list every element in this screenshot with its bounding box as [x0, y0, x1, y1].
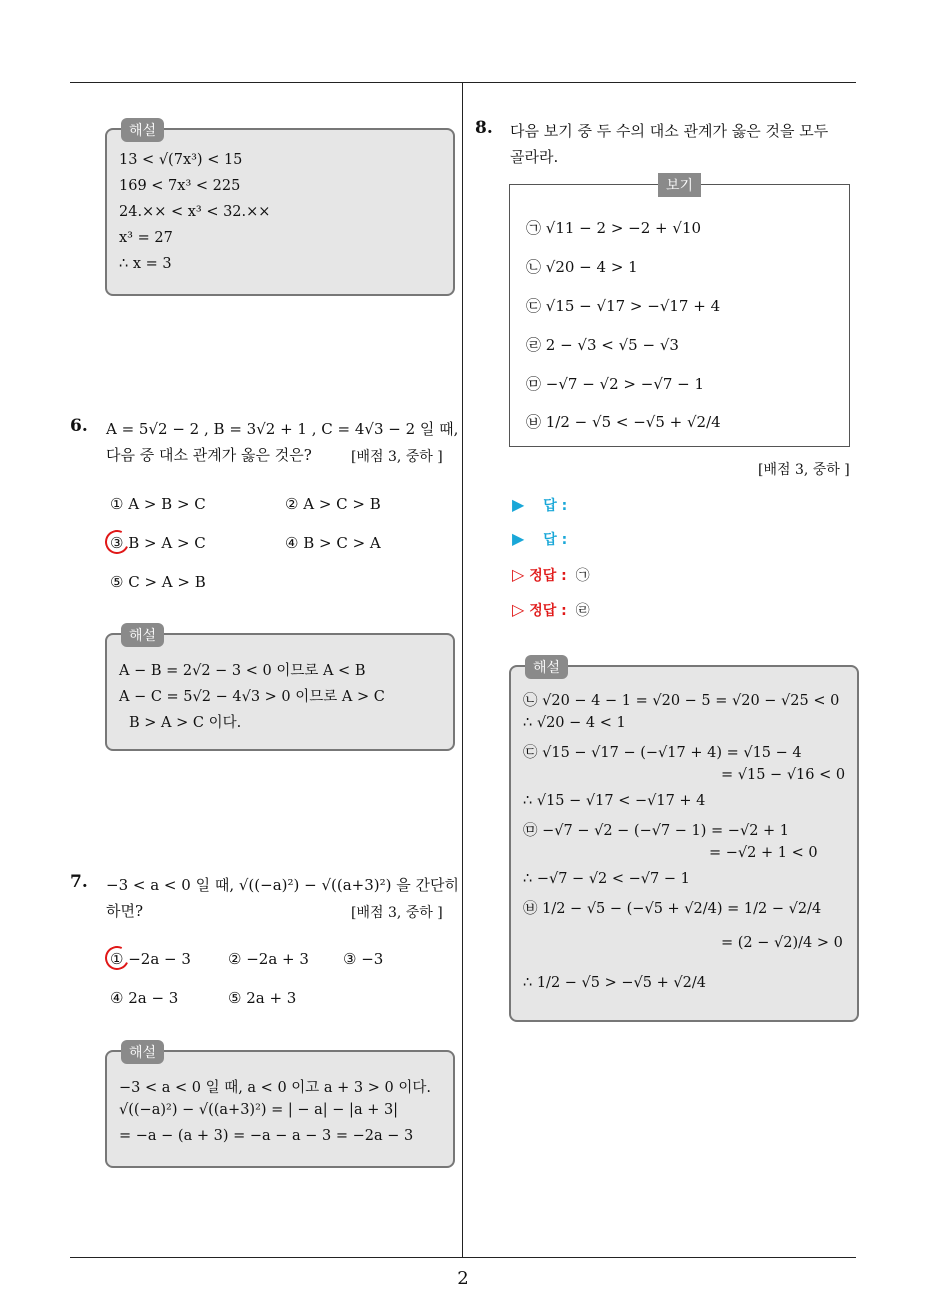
- solution-line: ㉥ 1/2 − √5 − (−√5 + √2/4) = 1/2 − √2/4: [523, 901, 822, 917]
- q7-choice-5[interactable]: ⑤ 2a + 3: [228, 989, 297, 1007]
- q7-choice-2[interactable]: ② −2a + 3: [228, 950, 309, 968]
- correct-label: 정답 :: [529, 568, 567, 584]
- solution-line: ㉤ −√7 − √2 − (−√7 − 1) = −√2 + 1: [523, 823, 790, 839]
- solution-line: = −√2 + 1 < 0: [709, 845, 818, 861]
- view-tag: 보기: [658, 173, 701, 197]
- solution-line: = −a − (a + 3) = −a − a − 3 = −2a − 3: [119, 1128, 414, 1144]
- q8-answer-row-2[interactable]: [512, 529, 567, 549]
- q6-solution-box: [105, 628, 455, 751]
- view-item: ㉣ 2 − √3 < √5 − √3: [526, 336, 679, 354]
- correct-value: ㉠: [575, 568, 590, 584]
- solution-tag: 해설: [121, 1040, 164, 1064]
- solution-line: ∴ −√7 − √2 < −√7 − 1: [523, 871, 690, 887]
- answer-label: 답 :: [543, 532, 568, 548]
- solution-line: ㉡ √20 − 4 − 1 = √20 − 5 = √20 − √25 < 0: [523, 693, 840, 709]
- view-item: ㉢ √15 − √17 > −√17 + 4: [526, 297, 721, 315]
- solution-line: ∴ x = 3: [119, 256, 172, 272]
- solution-line: ㉢ √15 − √17 − (−√17 + 4) = √15 − 4: [523, 745, 802, 761]
- solution-tag: 해설: [121, 623, 164, 647]
- solution-line: ∴ √15 − √17 < −√17 + 4: [523, 793, 706, 809]
- q8-answer-row-1[interactable]: [512, 495, 567, 515]
- bottom-rule: [70, 1257, 856, 1258]
- q6-choice-2[interactable]: ② A > C > B: [285, 495, 381, 513]
- play-triangle-icon: ▶: [512, 495, 525, 514]
- q6-choice-1[interactable]: ① A > B > C: [110, 495, 206, 513]
- solution-line: ∴ √20 − 4 < 1: [523, 715, 626, 731]
- solution-tag: 해설: [525, 655, 568, 679]
- q6-choice-4[interactable]: ④ B > C > A: [285, 534, 381, 552]
- q6-text-line1: A = 5√2 − 2 , B = 3√2 + 1 , C = 4√3 − 2 일 때,: [106, 420, 459, 438]
- view-item: ㉤ −√7 − √2 > −√7 − 1: [526, 375, 705, 393]
- solution-line: 13 < √(7x³) < 15: [119, 152, 243, 168]
- q6-choice-5[interactable]: ⑤ C > A > B: [110, 573, 206, 591]
- q7-choice-4[interactable]: ④ 2a − 3: [110, 989, 179, 1007]
- q7-text-line2: 하면?: [106, 902, 144, 920]
- q5-solution-box: [105, 123, 455, 296]
- column-divider: [462, 83, 463, 1257]
- solution-line: 169 < 7x³ < 225: [119, 178, 241, 194]
- solution-line: ∴ 1/2 − √5 > −√5 + √2/4: [523, 975, 706, 991]
- solution-line: = (2 − √2)/4 > 0: [721, 935, 843, 951]
- q7-number: 7.: [70, 872, 88, 892]
- outline-triangle-icon: ▷: [512, 565, 525, 584]
- q7-choice-3[interactable]: ③ −3: [343, 950, 384, 968]
- page-number: 2: [457, 1268, 469, 1289]
- q6-text-line2: 다음 중 대소 관계가 옳은 것은?: [106, 446, 312, 464]
- q6-selected-mark-icon: [102, 527, 133, 558]
- outline-triangle-icon: ▷: [512, 600, 525, 619]
- q8-score: [배점 3, 중하 ]: [758, 462, 850, 478]
- q8-solution-box: [509, 660, 859, 1022]
- solution-line: A − B = 2√2 − 3 < 0 이므로 A < B: [119, 663, 366, 679]
- solution-tag: 해설: [121, 118, 164, 142]
- view-item: ㉠ √11 − 2 > −2 + √10: [526, 219, 702, 237]
- q7-solution-box: [105, 1045, 455, 1168]
- answer-label: 답 :: [543, 498, 568, 514]
- solution-line: A − C = 5√2 − 4√3 > 0 이므로 A > C: [119, 689, 385, 705]
- top-rule: [70, 82, 856, 83]
- solution-line: −3 < a < 0 일 때, a < 0 이고 a + 3 > 0 이다.: [119, 1080, 431, 1096]
- q6-choice-3[interactable]: ③ B > A > C: [110, 534, 206, 552]
- q7-score: [배점 3, 중하 ]: [351, 905, 443, 921]
- q8-text-line1: 다음 보기 중 두 수의 대소 관계가 옳은 것을 모두: [510, 122, 829, 140]
- view-item: ㉥ 1/2 − √5 < −√5 + √2/4: [526, 413, 721, 431]
- q8-correct-row-1: [512, 565, 590, 585]
- play-triangle-icon: ▶: [512, 529, 525, 548]
- q7-text-line1: −3 < a < 0 일 때, √((−a)²) − √((a+3)²) 을 간단히: [106, 876, 459, 894]
- solution-line: x³ = 27: [119, 230, 173, 246]
- solution-line: B > A > C 이다.: [129, 715, 242, 731]
- q7-selected-mark-icon: [102, 943, 133, 974]
- q6-number: 6.: [70, 416, 88, 436]
- correct-label: 정답 :: [529, 603, 567, 619]
- solution-line: 24.×× < x³ < 32.××: [119, 204, 271, 220]
- solution-line: = √15 − √16 < 0: [721, 767, 846, 783]
- correct-value: ㉣: [575, 603, 590, 619]
- q6-score: [배점 3, 중하 ]: [351, 449, 443, 465]
- q8-view-box: [509, 178, 850, 447]
- q7-choice-1[interactable]: ① −2a − 3: [110, 950, 191, 968]
- q8-number: 8.: [475, 118, 493, 138]
- solution-line: √((−a)²) − √((a+3)²) = | − a| − |a + 3|: [119, 1102, 399, 1118]
- q8-text-line2: 골라라.: [510, 148, 559, 166]
- q8-correct-row-2: [512, 600, 590, 620]
- view-item: ㉡ √20 − 4 > 1: [526, 258, 638, 276]
